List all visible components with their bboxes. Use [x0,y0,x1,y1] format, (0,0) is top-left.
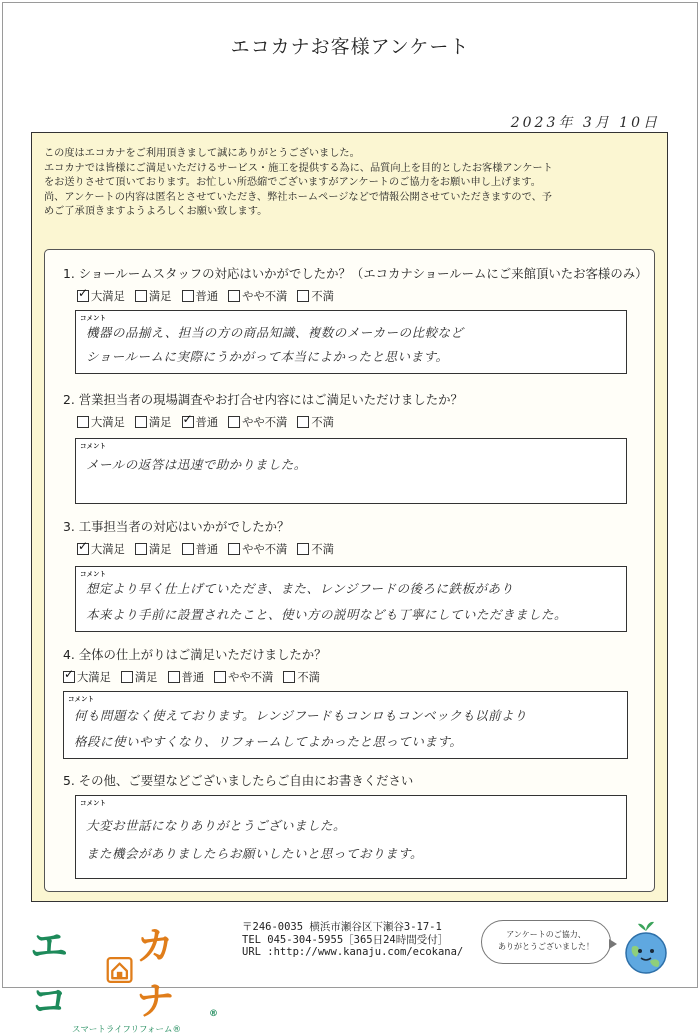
q4-option[interactable] [283,669,320,685]
q5-comment-line: 大変お世話になりありがとうございました。 [86,818,347,833]
q5-comment-line: また機会がありましたらお願いしたいと思っております。 [86,846,424,861]
checkbox[interactable] [182,543,194,555]
option-label: 大満足 [91,416,125,429]
checkbox[interactable] [77,416,89,428]
logo-tagline: スマートライフリフォーム® [72,1025,182,1035]
questions-panel [44,249,655,892]
q2-option[interactable] [77,414,125,430]
q1-options [77,288,334,304]
q1-option[interactable] [77,288,125,304]
q3-comment-box[interactable] [75,566,627,632]
comment-label: コメント [80,314,106,322]
q3-option[interactable] [135,541,172,557]
option-label: 大満足 [91,290,125,303]
checkbox-checked[interactable] [182,416,194,428]
house-icon [105,954,134,986]
q2-option[interactable] [228,414,287,430]
option-label: 満足 [148,290,172,303]
phone-number: TEL 045-304-5955［365日24時間受付］ [242,933,449,946]
checkbox[interactable] [121,671,133,683]
option-label: 不満 [311,416,334,429]
q4-option[interactable] [214,669,273,685]
question-5: 5. その他、ご要望などございましたらご自由にお書きください [63,773,414,788]
option-label: 普通 [181,671,205,684]
intro-line: エコカナでは皆様にご満足いただけるサービス・施工を提供する為に、品質向上を目的としたお客様アンケート [44,162,553,174]
comment-label: コメント [80,442,106,450]
checkbox[interactable] [214,671,226,683]
q1-comment-line: 機器の品揃え、担当の方の商品知識、複数のメーカーの比較など [86,325,464,340]
q2-options [77,414,334,430]
q4-comment-line: 何も問題なく使えております。レンジフードもコンロもコンベックも以前より [74,708,528,723]
q5-comment-box[interactable] [75,795,627,879]
option-label: 満足 [148,543,172,556]
survey-panel [31,132,668,902]
question-1: 1. ショールームスタッフの対応はいかがでしたか？（エコカナショールームにご来館頂いたお客様のみ） [63,266,648,281]
option-label: 大満足 [77,671,111,684]
checkbox[interactable] [228,290,240,302]
checkbox[interactable] [283,671,295,683]
q1-comment-line: ショールームに実際にうかがって本当によかったと思います。 [86,349,449,364]
option-label: 普通 [195,543,219,556]
comment-label: コメント [80,570,106,578]
question-4: 4. 全体の仕上がりはご満足いただけましたか？ [63,647,327,662]
option-label: 普通 [195,290,219,303]
q1-option[interactable] [228,288,287,304]
option-label: やや不満 [242,543,288,556]
registered-mark: ® [209,1009,220,1019]
ecokana-logo [30,915,220,1035]
checkbox[interactable] [135,416,147,428]
q4-option[interactable] [63,669,111,685]
option-label: 不満 [311,543,334,556]
checkbox[interactable] [168,671,180,683]
q3-option[interactable] [297,541,334,557]
footer [0,905,700,1035]
q3-option[interactable] [77,541,125,557]
q4-comment-box[interactable] [63,691,628,759]
checkbox[interactable] [297,416,309,428]
q3-comment-line: 本来より手前に設置されたこと、使い方の説明なども丁寧にしていただきました。 [86,607,568,622]
checkbox[interactable] [135,290,147,302]
q2-comment-line: メールの返答は迅速で助かりました。 [86,457,307,472]
q2-option[interactable] [297,414,334,430]
bubble-line: アンケートのご協力、 [506,930,586,939]
comment-label: コメント [68,695,94,703]
checkbox-checked[interactable] [77,290,89,302]
q4-comment-line: 格段に使いやすくなり、リフォームしてよかったと思っています。 [74,734,463,749]
q4-options [63,669,320,685]
checkbox-checked[interactable] [63,671,75,683]
option-label: 満足 [134,671,158,684]
checkbox[interactable] [228,543,240,555]
question-3: 3. 工事担当者の対応はいかがでしたか？ [63,519,290,534]
checkbox[interactable] [297,290,309,302]
intro-text [44,147,656,220]
option-label: やや不満 [242,416,288,429]
q3-option[interactable] [228,541,287,557]
thanks-bubble [481,920,611,964]
q1-option[interactable] [182,288,219,304]
checkbox[interactable] [135,543,147,555]
website-url[interactable]: URL :http://www.kanaju.com/ecokana/ [242,946,464,958]
q3-options [77,541,334,557]
checkbox[interactable] [182,290,194,302]
checkbox-checked[interactable] [77,543,89,555]
q2-option[interactable] [135,414,172,430]
q1-comment-box[interactable] [75,310,627,374]
globe-mascot-icon [616,917,676,977]
option-label: 不満 [311,290,334,303]
option-label: やや不満 [242,290,288,303]
page-title: エコカナお客様アンケート [230,36,470,58]
company-address [242,921,463,959]
q2-comment-box[interactable] [75,438,627,504]
q1-option[interactable] [297,288,334,304]
option-label: 大満足 [91,543,125,556]
q4-option[interactable] [168,669,205,685]
logo-text-kana: カナ [136,924,177,1023]
checkbox[interactable] [297,543,309,555]
q3-comment-line: 想定より早く仕上げていただき、また、レンジフードの後ろに鉄板があり [86,581,514,596]
postal-address: 〒246-0035 横浜市瀬谷区下瀬谷3-17-1 [242,921,442,933]
bubble-line: ありがとうございました！ [498,942,594,951]
q3-option[interactable] [182,541,219,557]
checkbox[interactable] [228,416,240,428]
intro-line: 尚、アンケートの内容は匿名とさせていただき、弊社ホームページなどで情報公開させていただきますので、予 [44,191,552,203]
intro-line: めご了承頂きますようよろしくお願い致します。 [44,206,268,217]
option-label: 不満 [297,671,320,684]
intro-line: この度はエコカナをご利用頂きまして誠にありがとうございました。 [44,148,360,159]
q2-option[interactable] [182,414,219,430]
q1-option[interactable] [135,288,172,304]
comment-label: コメント [80,799,106,807]
option-label: 普通 [195,416,219,429]
option-label: 満足 [148,416,172,429]
option-label: やや不満 [228,671,274,684]
logo-text-eco: エコ [30,924,71,1023]
q4-option[interactable] [121,669,158,685]
intro-line: をお送りさせて頂いております。お忙しい所恐縮でございますがアンケートのご協力をお願い申し上げます。 [44,177,541,188]
survey-date: 2023年 3月 10日 [510,115,660,131]
question-2: 2. 営業担当者の現場調査やお打合せ内容にはご満足いただけましたか？ [63,392,463,407]
